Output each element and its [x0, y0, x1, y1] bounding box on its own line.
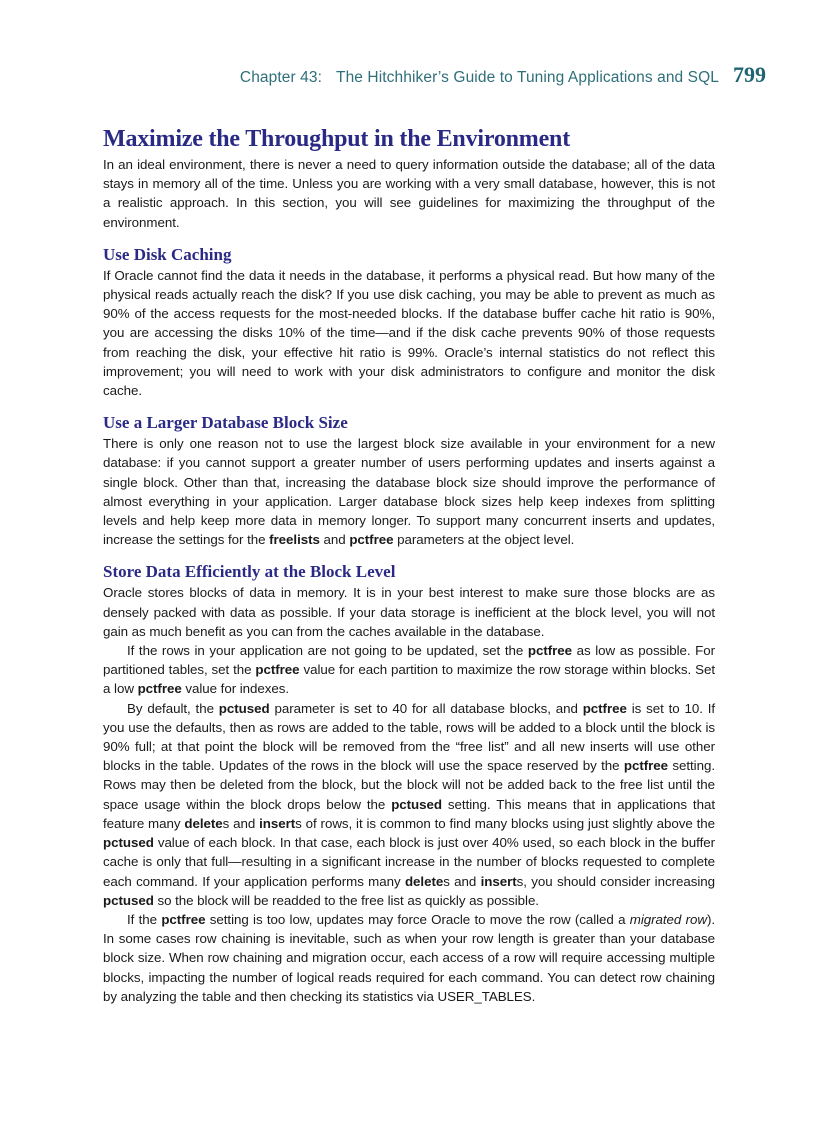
block-level-paragraph-4: If the pctfree setting is too low, updates may force Oracle to move the row (called a migrated row). In some cases row chaining is inevitable, such as when your row length is greater than your database block size. When row chaining and migration occur, each access of a row will require accessing multiple blocks, impacting the number of logical reads required for each command. You can detect row chaining by analyzing the table and then checking its statistics via USER_TABLES. — [103, 911, 716, 1004]
keyword-freelists: freelists — [269, 532, 320, 548]
heading-block-level: Store Data Efficiently at the Block Level — [103, 562, 396, 582]
running-head-title: The Hitchhiker’s Guide to Tuning Applications and SQL — [336, 69, 719, 86]
keyword-pctused: pctused — [391, 796, 442, 812]
keyword-pctfree: pctfree — [623, 758, 668, 774]
keyword-pctfree: pctfree — [527, 643, 572, 659]
block-size-paragraph: There is only one reason not to use the largest block size available in your environment for a new database: if you cannot support a greater number of users performing updates and inserts against a single block. Other than that, increasing the database block size should improve the performance of almost everything in your application. Larger database block sizes help keep indexes from splitting levels and help keep more data in memory longer. To support many concurrent inserts and updates, increase the settings for the freelists and pctfree parameters at the object level. — [103, 436, 715, 548]
keyword-delete: delete — [404, 873, 444, 889]
keyword-pctfree: pctfree — [255, 662, 300, 678]
keyword-delete: delete — [184, 815, 223, 831]
keyword-pctused: pctused — [103, 892, 154, 908]
keyword-pctfree: pctfree — [137, 681, 182, 697]
block-level-paragraph-1: Oracle stores blocks of data in memory. It is in your best interest to make sure those blocks are as densely packed with data as possible. If your data storage is inefficient at the block level, you will not gain as much benefit as you can from the caches available in the database. — [103, 585, 715, 639]
keyword-insert: insert — [259, 815, 296, 831]
keyword-pctfree: pctfree — [349, 532, 394, 548]
section-title: Maximize the Throughput in the Environment — [103, 126, 570, 152]
block-level-paragraph-2: If the rows in your application are not going to be updated, set the pctfree as low as possible. For partitioned tables, set the pctfree value for each partition to maximize the row storage within blocks. Set a low pctfree value for indexes. — [103, 643, 715, 697]
page-number: 799 — [733, 62, 766, 87]
keyword-insert: insert — [480, 873, 517, 889]
keyword-pctfree: pctfree — [161, 911, 206, 927]
disk-caching-paragraph: If Oracle cannot find the data it needs in the database, it performs a physical read. But how many of the physical reads actually reach the disk? If you use disk caching, you may be able to prevent as much as 90% of the access requests for the most-needed blocks. If the database buffer cache hit ratio is 90%, you are accessing the disks 10% of the time—and if the disk cache prevents 90% of those requests from reaching the disk, your effective hit ratio is 99%. Oracle’s internal statistics do not reflect this improvement; you will need to work with your disk administrators to configure and monitor the disk cache. — [103, 267, 715, 399]
running-head — [240, 62, 766, 88]
heading-block-size: Use a Larger Database Block Size — [103, 413, 348, 433]
keyword-pctused: pctused — [103, 835, 154, 851]
heading-disk-caching: Use Disk Caching — [103, 244, 232, 264]
section-intro: In an ideal environment, there is never a need to query information outside the database; all of the data stays in memory all of the time. Unless you are working with a very small database, however, this is not a realistic approach. In this section, you will see guidelines for maximizing the throughput of the environment. — [103, 157, 715, 230]
keyword-pctfree: pctfree — [582, 700, 627, 716]
block-level-paragraph-3: By default, the pctused parameter is set to 40 for all database blocks, and pctfree is set to 10. If you use the defaults, then as rows are added to the table, rows will be added to a block until the block is 90% full; at that point the block will be removed from the “free list” and all new inserts will use other blocks in the table. Updates of the rows in the block will use the space reserved by the pctfree setting. Rows may then be deleted from the block, but the block will not be added back to the free list until the space usage within the block drops below the pctused setting. This means that in applications that feature many deletes and inserts of rows, it is common to find many blocks using just slightly above the pctused value of each block. In that case, each block is just over 40% used, so each block in the buffer cache is only that full—resulting in a significant increase in the number of blocks requested to complete each command. If your application performs many deletes and inserts, you should consider increasing pctused so the block will be readded to the free list as quickly as possible. — [103, 700, 716, 908]
running-head-chapter: Chapter 43: — [239, 69, 323, 86]
page-body — [103, 124, 715, 1006]
keyword-pctused: pctused — [218, 700, 270, 716]
term-migrated-row: migrated row — [629, 911, 707, 927]
